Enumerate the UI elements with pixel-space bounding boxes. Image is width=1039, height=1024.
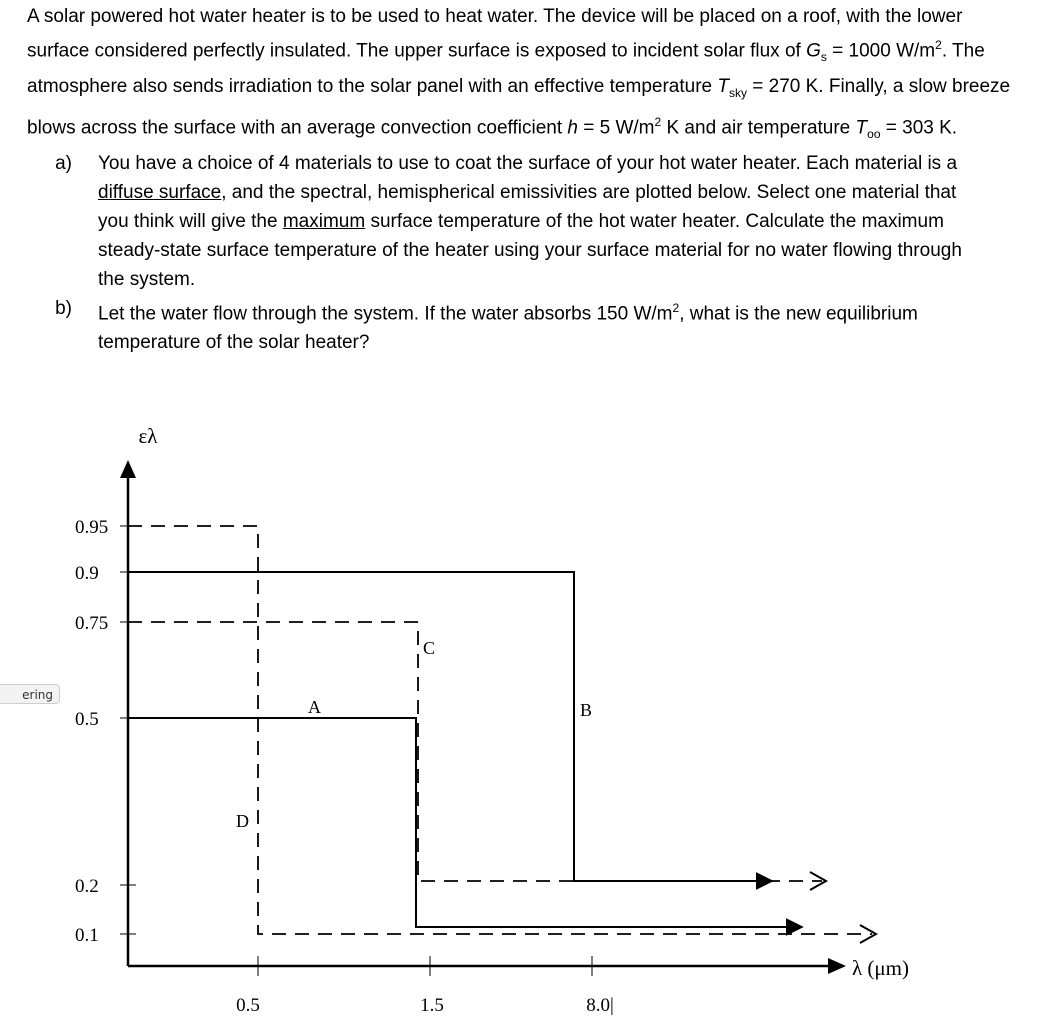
series-a-line (128, 718, 798, 927)
part-a-label: a) (55, 153, 72, 175)
x-axis-arrow-icon (828, 958, 846, 974)
part-a-text: You have a choice of 4 materials to use to coat the surface of your hot water heater. Each material is a diffuse surface, and the spectral, hemispherical emissivities are plotted below. Select one material that you think will give the maximum surface temperature of the hot water heater. Calculate the maximum steady-state surface temperature of the heater using your surface material for no water flowing through the system. (98, 153, 962, 291)
side-panel-tab[interactable]: ering (0, 684, 60, 704)
part-b-label: b) (55, 298, 72, 320)
series-c-line (128, 622, 822, 881)
y-tick-label: 0.95 (75, 517, 109, 538)
x-axis-label: λ (μm) (852, 956, 910, 980)
y-axis-arrow-icon (120, 460, 136, 478)
series-d-arrow-icon (860, 925, 876, 943)
intro-paragraph: A solar powered hot water heater is to be used to heat water. The device will be placed on a roof, with the lower surface considered perfectly insulated. The upper surface is exposed to incident solar flux of $G_s = 1000$ $W/m^2$. The atmosphere also sends irradiation to the solar panel with an effective temperature $T_{sky} = 270$ K. Finally, a slow breeze blows across the surface with an average convection coefficient h = 5 $W/m^2$ K and air temperature $T_{oo} = 303$ K. (27, 6, 1011, 142)
series-b-line (128, 572, 768, 881)
x-tick-label: 0.5 (236, 995, 260, 1016)
y-axis-label: ελ (138, 424, 158, 448)
series-c-label: C (423, 638, 436, 658)
x-tick-label: 8.0| (586, 995, 614, 1016)
series-d-label: D (236, 811, 249, 831)
y-tick-label: 0.1 (75, 925, 99, 946)
y-tick-label: 0.2 (75, 876, 99, 897)
y-tick-label: 0.75 (75, 613, 109, 634)
y-tick-label: 0.5 (75, 709, 99, 730)
part-b-text: Let the water flow through the system. If the water absorbs 150 $W/m^2$, what is the new equilibrium temperature of the solar heater? (98, 301, 918, 354)
series-d-line (128, 526, 872, 934)
x-tick-label: 1.5 (420, 995, 444, 1016)
y-tick-label: 0.9 (75, 563, 99, 584)
series-a-label: A (308, 697, 321, 717)
series-b-label: B (580, 700, 593, 720)
